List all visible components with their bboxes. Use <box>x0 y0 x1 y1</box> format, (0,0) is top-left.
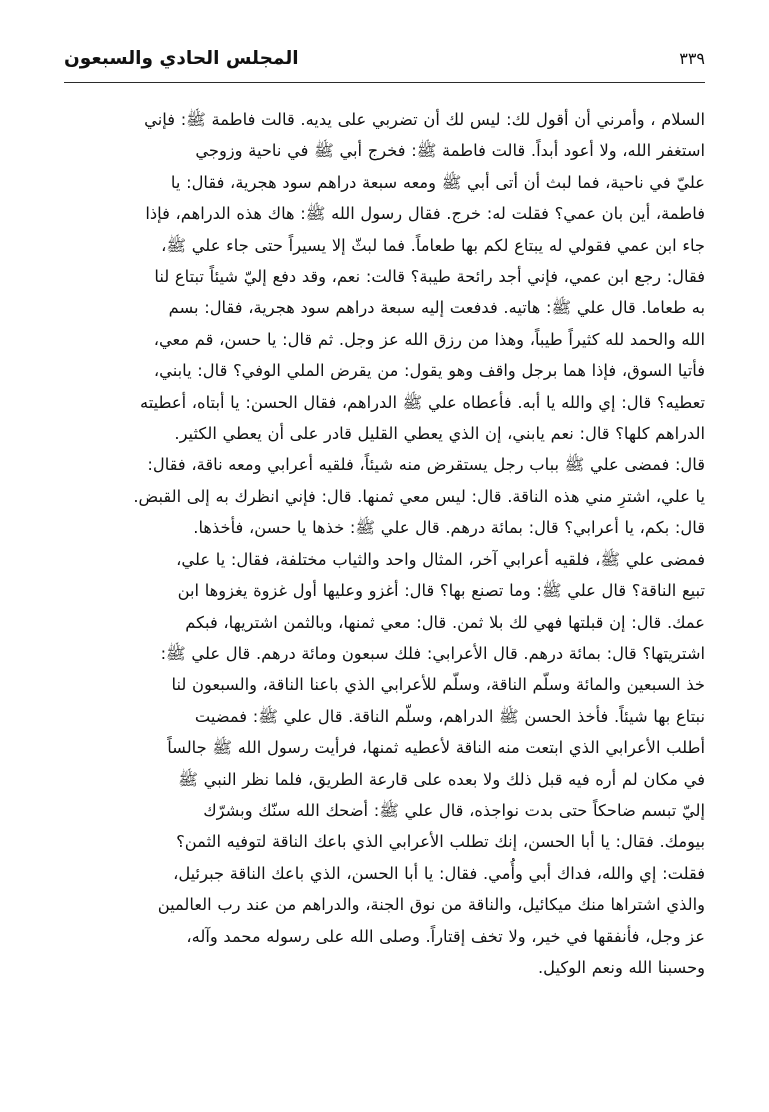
text-line: قال: فمضى علي ﷺ بباب رجل يستقرض منه شيئاً، فلقيه أعرابي ومعه ناقة، فقال: <box>147 455 705 475</box>
text-line: والذي اشتراها منك ميكائيل، والناقة من نوق الجنة، والدراهم من عند رب العالمين <box>157 895 705 915</box>
page-header <box>64 48 705 78</box>
text-line: السلام ، وأمرني أن أقول لك: ليس لك أن تضربي على يديه. قالت فاطمة ﷺ: فإني <box>144 110 705 129</box>
text-line: استغفر الله، ولا أعود أبداً. قالت فاطمة ﷺ: فخرج أبي ﷺ في ناحية وزوجي <box>195 141 705 161</box>
text-line: إليّ تبسم ضاحكاً حتى بدت نواجذه، قال علي ﷺ: أضحك الله سنّك وبشرّك <box>203 800 705 820</box>
page-number: ٣٣٩ <box>679 49 705 68</box>
text-line: يا علي، اشترِ مني هذه الناقة. قال: ليس معي ثمنها. قال: فإني انظرك به إلى القبض. <box>133 486 705 506</box>
text-line: تبيع الناقة؟ قال علي ﷺ: وما تصنع بها؟ قال: أغزو وعليها أول غزوة يغزوها ابن <box>177 581 705 601</box>
text-line: الله والحمد لله كثيراً طيباً، وهذا من رزق الله عز وجل. ثم قال: يا حسن، قم معي، <box>153 329 705 349</box>
body-text <box>64 104 705 983</box>
text-line: عز وجل، فأنفقها في خير، ولا تخف إقتاراً. وصلى الله على رسوله محمد وآله، <box>186 926 705 946</box>
text-line: عمك. قال: إن قبلتها فهي لك بلا ثمن. قال: معي ثمنها، وبالثمن اشتريها، فبكم <box>185 612 705 632</box>
text-line: فقلت: إي والله، فداك أبي وأُمي. فقال: يا أبا الحسن، الذي باعك الناقة جبرئيل، <box>173 863 705 883</box>
text-line: اشتريتها؟ قال: بمائة درهم. قال الأعرابي: فلك سبعون ومائة درهم. قال علي ﷺ: <box>160 643 705 663</box>
text-line: فمضى علي ﷺ، فلقيه أعرابي آخر، المثال واحد والثياب مختلفة، فقال: يا علي، <box>176 549 705 569</box>
header-divider <box>64 82 705 83</box>
main-paragraph <box>64 104 705 983</box>
text-line: تعطيه؟ قال: إي والله يا أبه. فأعطاه علي ﷺ الدراهم، فقال الحسن: يا أبتاه، أعطيته <box>139 392 705 412</box>
text-line: خذ السبعين والمائة وسلّم الناقة، وسلّم للأعرابي الذي باعنا الناقة، والسبعون لنا <box>171 675 705 695</box>
text-line: قال: بكم، يا أعرابي؟ قال: بمائة درهم. قال علي ﷺ: خذها يا حسن، فأخذها. <box>193 518 705 538</box>
text-line: أطلب الأعرابي الذي ابتعت منه الناقة لأعطيه ثمنها، فرأيت رسول الله ﷺ جالساً <box>167 738 705 758</box>
text-line-final: وحسبنا الله ونعم الوكيل. <box>537 957 705 977</box>
text-line: بيومك. فقال: يا أبا الحسن، إنك تطلب الأعرابي الذي باعك الناقة لتوفيه الثمن؟ <box>176 832 705 852</box>
text-line: عليّ في ناحية، فما لبث أن أتى أبي ﷺ ومعه سبعة دراهم سود هجرية، فقال: يا <box>170 172 705 192</box>
text-line: فقال: رجع ابن عمي، فإني أجد رائحة طيبة؟ قالت: نعم، وقد دفع إليّ شيئاً تبتاع لنا <box>154 267 705 287</box>
header-title: المجلس الحادي والسبعون <box>64 48 299 69</box>
text-line: جاء ابن عمي فقولي له يبتاع لكم بها طعاماً. فما لبثّ إلا يسيراً حتى جاء علي ﷺ، <box>161 235 705 255</box>
text-line: في مكان لم أره فيه قبل ذلك ولا بعده على قارعة الطريق، فلما نظر النبي ﷺ <box>178 769 705 789</box>
text-line: فأتيا السوق، فإذا هما برجل واقف وهو يقول: من يقرض الملي الوفي؟ قال: يابني، <box>153 361 705 381</box>
text-line: نبتاع بها شيئاً. فأخذ الحسن ﷺ الدراهم، وسلّم الناقة. قال علي ﷺ: فمضيت <box>194 706 705 726</box>
text-line: فاطمة، أين بان عمي؟ فقلت له: خرج. فقال رسول الله ﷺ: هاك هذه الدراهم، فإذا <box>145 204 705 224</box>
text-line: به طعاما. قال علي ﷺ: هاتيه. فدفعت إليه سبعة دراهم سود هجرية، فقال: بسم <box>168 298 705 318</box>
text-line: الدراهم كلها؟ قال: نعم يابني، إن الذي يعطي القليل قادر على أن يعطي الكثير. <box>174 424 705 444</box>
